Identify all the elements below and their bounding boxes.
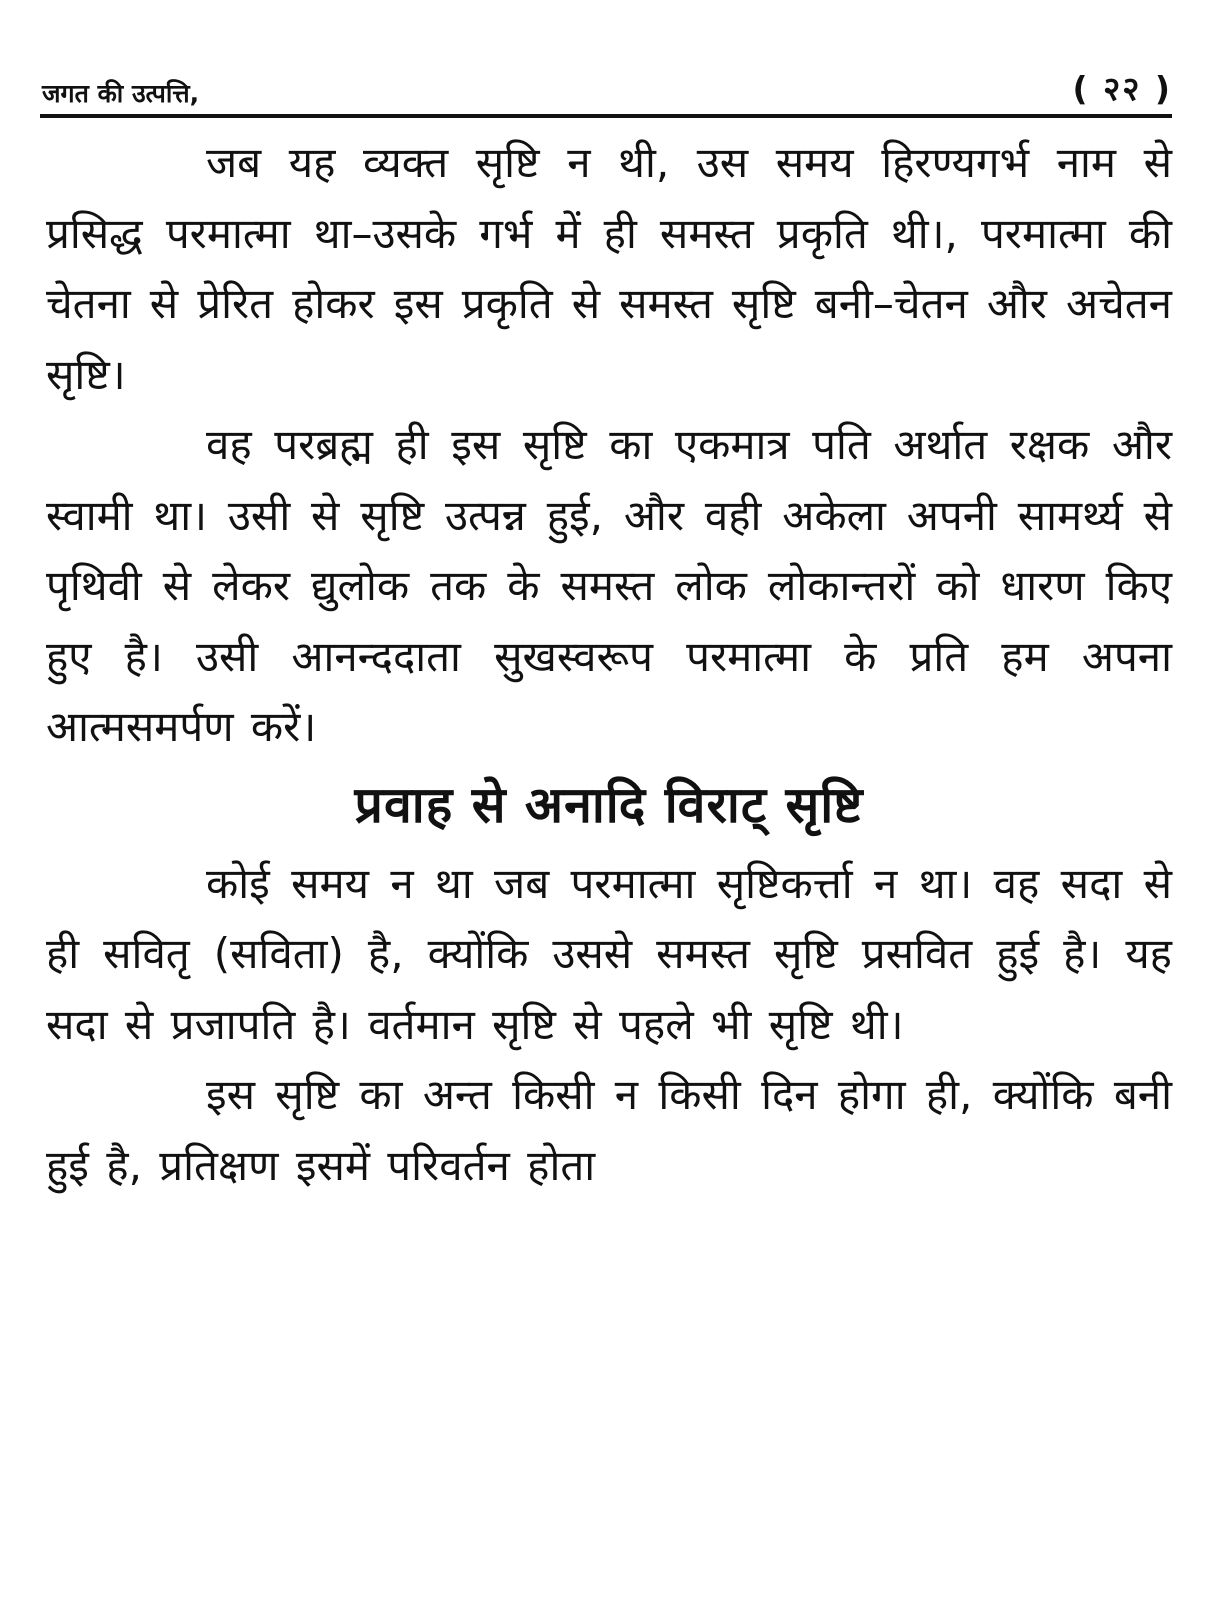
section-heading: प्रवाह से अनादि विराट् सृष्टि [354, 775, 864, 834]
paragraph-1: जब यह व्यक्त सृष्टि न थी, उस समय हिरण्यगर्भ नाम से प्रसिद्ध परमात्मा था–उसके गर्भ में ही समस्त प्रकृति थी।, परमात्मा की चेतना से प्रेरित होकर इस प्रकृति से समस्त सृष्टि बनी–चेतन और अचेतन सृष्टि। [46, 138, 1172, 399]
running-title: जगत की उत्पत्ति, [42, 79, 200, 108]
paragraph-4: इस सृष्टि का अन्त किसी न किसी दिन होगा ही, क्योंकि बनी हुई है, प्रतिक्षण इसमें परिवर्तन होता [46, 1070, 1172, 1190]
paragraph-2: वह परब्रह्म ही इस सृष्टि का एकमात्र पति अर्थात रक्षक और स्वामी था। उसी से सृष्टि उत्पन्न हुई, और वही अकेला अपनी सामर्थ्य से पृथिवी से लेकर द्युलोक तक के समस्त लोक लोकान्तरों को धारण किए हुए है। उसी आनन्ददाता सुखस्वरूप परमात्मा के प्रति हम अपना आत्मसमर्पण करें। [46, 420, 1172, 751]
header-rule [40, 114, 1172, 118]
running-header [42, 66, 1172, 110]
page-body [46, 128, 1172, 1201]
page-number: ( २२ ) [1072, 69, 1172, 108]
paragraph-3: कोई समय न था जब परमात्मा सृष्टिकर्त्ता न था। वह सदा से ही सवितृ (सविता) है, क्योंकि उससे समस्त सृष्टि प्रसवित हुई है। यह सदा से प्रजापति है। वर्तमान सृष्टि से पहले भी सृष्टि थी। [46, 858, 1172, 1049]
